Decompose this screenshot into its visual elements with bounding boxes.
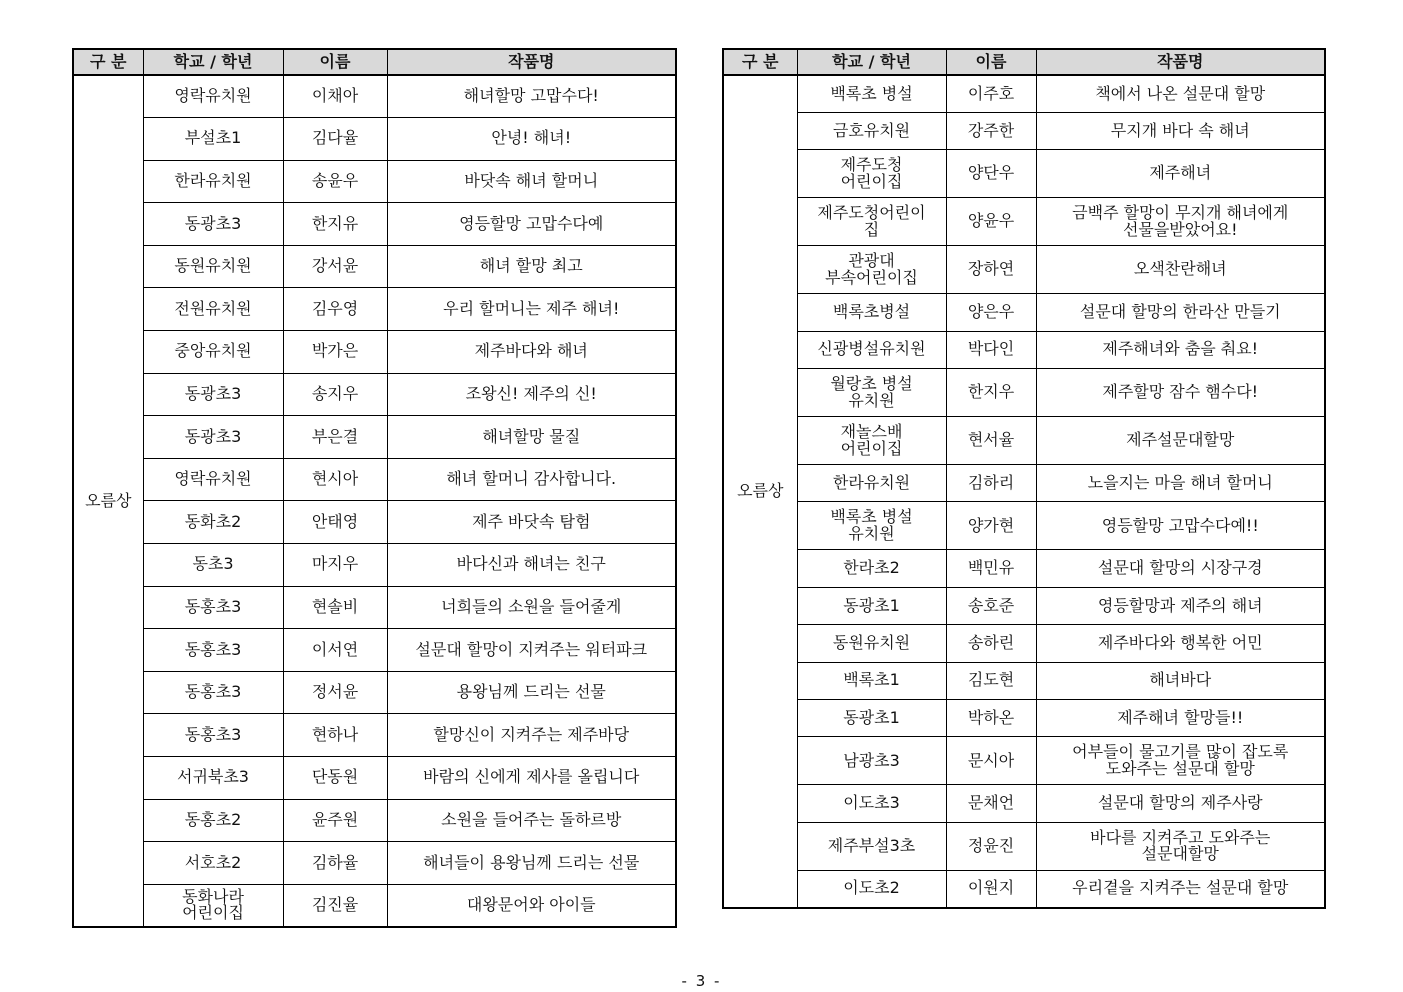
award-table-left <box>72 48 677 928</box>
title-cell: 해녀들이 용왕님께 드리는 선물 <box>387 842 676 885</box>
title-cell: 할망신이 지켜주는 제주바당 <box>387 714 676 757</box>
table-row <box>723 587 1325 624</box>
table-row <box>73 331 676 374</box>
school-cell: 동원유치원 <box>143 245 283 288</box>
school-cell: 동홍초3 <box>143 671 283 714</box>
name-cell: 양가현 <box>946 502 1036 550</box>
name-cell: 김하리 <box>946 465 1036 502</box>
school-cell: 서호초2 <box>143 842 283 885</box>
table-row <box>73 416 676 459</box>
school-cell: 동화초2 <box>143 501 283 544</box>
table-row <box>723 294 1325 331</box>
title-cell: 해녀바다 <box>1036 662 1325 699</box>
name-cell: 현하나 <box>283 714 387 757</box>
table-row <box>73 629 676 672</box>
name-cell: 문시아 <box>946 737 1036 785</box>
name-cell: 송하린 <box>946 625 1036 662</box>
title-cell: 해녀할망 물질 <box>387 416 676 459</box>
table-row <box>73 544 676 587</box>
name-cell: 양단우 <box>946 150 1036 198</box>
name-cell: 백민유 <box>946 550 1036 587</box>
name-cell: 단동원 <box>283 757 387 800</box>
table-row <box>723 369 1325 417</box>
name-cell: 양은우 <box>946 294 1036 331</box>
name-cell: 송윤우 <box>283 160 387 203</box>
table-row <box>723 822 1325 870</box>
title-cell: 영등할망 고맙수다예 <box>387 203 676 246</box>
school-cell: 서귀북초3 <box>143 757 283 800</box>
title-cell: 영등할망과 제주의 해녀 <box>1036 587 1325 624</box>
school-cell: 관광대 부속어린이집 <box>797 246 946 294</box>
school-cell: 재놀스배 어린이집 <box>797 417 946 465</box>
school-cell: 동홍초3 <box>143 586 283 629</box>
school-cell: 동광초3 <box>143 373 283 416</box>
table-row <box>723 150 1325 198</box>
title-cell: 무지개 바다 속 해녀 <box>1036 112 1325 149</box>
school-cell: 동광초3 <box>143 203 283 246</box>
title-cell: 너희들의 소원을 들어줄게 <box>387 586 676 629</box>
school-cell: 제주도청어린이 집 <box>797 198 946 246</box>
name-cell: 양윤우 <box>946 198 1036 246</box>
table-row <box>73 458 676 501</box>
school-cell: 한라유치원 <box>143 160 283 203</box>
table-row <box>73 501 676 544</box>
table-row <box>723 502 1325 550</box>
name-cell: 김다율 <box>283 118 387 161</box>
name-cell: 한지유 <box>283 203 387 246</box>
name-cell: 이원지 <box>946 870 1036 907</box>
school-cell: 동홍초2 <box>143 799 283 842</box>
school-cell: 동광초1 <box>797 587 946 624</box>
title-cell: 제주바다와 행복한 어민 <box>1036 625 1325 662</box>
title-cell: 용왕님께 드리는 선물 <box>387 671 676 714</box>
category-cell: 오름상 <box>723 75 797 908</box>
name-cell: 안태영 <box>283 501 387 544</box>
category-cell: 오름상 <box>73 75 143 927</box>
title-cell: 우리 할머니는 제주 해녀! <box>387 288 676 331</box>
title-cell: 바다신과 해녀는 친구 <box>387 544 676 587</box>
table-row <box>723 75 1325 112</box>
title-cell: 제주 바닷속 탐험 <box>387 501 676 544</box>
school-cell: 이도초2 <box>797 870 946 907</box>
name-cell: 박하온 <box>946 700 1036 737</box>
school-cell: 이도초3 <box>797 785 946 822</box>
school-cell: 동원유치원 <box>797 625 946 662</box>
title-cell: 설문대 할망이 지켜주는 워터파크 <box>387 629 676 672</box>
name-cell: 송호준 <box>946 587 1036 624</box>
name-cell: 현시아 <box>283 458 387 501</box>
title-cell: 우리곁을 지켜주는 설문대 할망 <box>1036 870 1325 907</box>
title-cell: 제주해녀 <box>1036 150 1325 198</box>
table-body <box>723 75 1325 908</box>
school-cell: 영락유치원 <box>143 75 283 118</box>
name-cell: 현솔비 <box>283 586 387 629</box>
table-row <box>73 714 676 757</box>
school-cell: 백록초병설 <box>797 294 946 331</box>
header-title: 작품명 <box>387 49 676 75</box>
table-row <box>723 465 1325 502</box>
table-row <box>73 373 676 416</box>
title-cell: 노을지는 마을 해녀 할머니 <box>1036 465 1325 502</box>
school-cell: 백록초1 <box>797 662 946 699</box>
title-cell: 바닷속 해녀 할머니 <box>387 160 676 203</box>
table-row <box>73 586 676 629</box>
header-name: 이름 <box>946 49 1036 75</box>
name-cell: 박다인 <box>946 331 1036 368</box>
name-cell: 이주호 <box>946 75 1036 112</box>
table-row <box>723 625 1325 662</box>
table-row <box>723 550 1325 587</box>
name-cell: 송지우 <box>283 373 387 416</box>
name-cell: 강주한 <box>946 112 1036 149</box>
title-cell: 제주해녀 할망들!! <box>1036 700 1325 737</box>
table-row <box>73 160 676 203</box>
title-cell: 금백주 할망이 무지개 해녀에게 선물을받았어요! <box>1036 198 1325 246</box>
title-cell: 제주설문대할망 <box>1036 417 1325 465</box>
table-header-row <box>723 49 1325 75</box>
title-cell: 해녀할망 고맙수다! <box>387 75 676 118</box>
table-body <box>73 75 676 927</box>
table-row <box>73 203 676 246</box>
table-row <box>723 662 1325 699</box>
table-row <box>73 671 676 714</box>
title-cell: 조왕신! 제주의 신! <box>387 373 676 416</box>
title-cell: 바다를 지켜주고 도와주는 설문대할망 <box>1036 822 1325 870</box>
school-cell: 동홍초3 <box>143 629 283 672</box>
school-cell: 전원유치원 <box>143 288 283 331</box>
header-category: 구 분 <box>723 49 797 75</box>
title-cell: 설문대 할망의 제주사랑 <box>1036 785 1325 822</box>
name-cell: 김하율 <box>283 842 387 885</box>
school-cell: 부설초1 <box>143 118 283 161</box>
name-cell: 김도현 <box>946 662 1036 699</box>
name-cell: 문채언 <box>946 785 1036 822</box>
header-category: 구 분 <box>73 49 143 75</box>
name-cell: 장하연 <box>946 246 1036 294</box>
school-cell: 제주도청 어린이집 <box>797 150 946 198</box>
table-row <box>73 799 676 842</box>
table-row <box>73 75 676 118</box>
school-cell: 동화나라 어린이집 <box>143 884 283 927</box>
name-cell: 김진율 <box>283 884 387 927</box>
table-row <box>723 331 1325 368</box>
school-cell: 동광초1 <box>797 700 946 737</box>
title-cell: 제주해녀와 춤을 춰요! <box>1036 331 1325 368</box>
title-cell: 안녕! 해녀! <box>387 118 676 161</box>
header-school: 학교 / 학년 <box>143 49 283 75</box>
table-row <box>73 118 676 161</box>
name-cell: 마지우 <box>283 544 387 587</box>
title-cell: 제주할망 잠수 햄수다! <box>1036 369 1325 417</box>
name-cell: 박가은 <box>283 331 387 374</box>
name-cell: 이서연 <box>283 629 387 672</box>
header-school: 학교 / 학년 <box>797 49 946 75</box>
name-cell: 부은결 <box>283 416 387 459</box>
table-row <box>723 737 1325 785</box>
award-table-right <box>722 48 1326 909</box>
title-cell: 설문대 할망의 시장구경 <box>1036 550 1325 587</box>
title-cell: 제주바다와 해녀 <box>387 331 676 374</box>
name-cell: 김우영 <box>283 288 387 331</box>
table-row <box>73 288 676 331</box>
page-number: - 3 - <box>681 972 722 990</box>
school-cell: 백록초 병설 <box>797 75 946 112</box>
title-cell: 영등할망 고맙수다예!! <box>1036 502 1325 550</box>
school-cell: 신광병설유치원 <box>797 331 946 368</box>
table-row <box>723 198 1325 246</box>
table-row <box>73 842 676 885</box>
school-cell: 남광초3 <box>797 737 946 785</box>
title-cell: 바람의 신에게 제사를 올립니다 <box>387 757 676 800</box>
school-cell: 백록초 병설 유치원 <box>797 502 946 550</box>
table-row <box>73 757 676 800</box>
school-cell: 한라유치원 <box>797 465 946 502</box>
name-cell: 이채아 <box>283 75 387 118</box>
table-row <box>73 884 676 927</box>
table-row <box>723 700 1325 737</box>
school-cell: 동초3 <box>143 544 283 587</box>
school-cell: 동광초3 <box>143 416 283 459</box>
title-cell: 오색찬란해녀 <box>1036 246 1325 294</box>
school-cell: 한라초2 <box>797 550 946 587</box>
table-header-row <box>73 49 676 75</box>
table-row <box>723 246 1325 294</box>
table-row <box>723 870 1325 907</box>
name-cell: 현서율 <box>946 417 1036 465</box>
header-name: 이름 <box>283 49 387 75</box>
school-cell: 월랑초 병설 유치원 <box>797 369 946 417</box>
title-cell: 소원을 들어주는 돌하르방 <box>387 799 676 842</box>
school-cell: 금호유치원 <box>797 112 946 149</box>
name-cell: 정윤진 <box>946 822 1036 870</box>
name-cell: 한지우 <box>946 369 1036 417</box>
name-cell: 정서윤 <box>283 671 387 714</box>
table-row <box>723 785 1325 822</box>
title-cell: 설문대 할망의 한라산 만들기 <box>1036 294 1325 331</box>
title-cell: 책에서 나온 설문대 할망 <box>1036 75 1325 112</box>
title-cell: 어부들이 물고기를 많이 잡도록 도와주는 설문대 할망 <box>1036 737 1325 785</box>
school-cell: 영락유치원 <box>143 458 283 501</box>
table-row <box>73 245 676 288</box>
header-title: 작품명 <box>1036 49 1325 75</box>
table-row <box>723 417 1325 465</box>
title-cell: 해녀 할머니 감사합니다. <box>387 458 676 501</box>
title-cell: 대왕문어와 아이들 <box>387 884 676 927</box>
school-cell: 동홍초3 <box>143 714 283 757</box>
school-cell: 중앙유치원 <box>143 331 283 374</box>
title-cell: 해녀 할망 최고 <box>387 245 676 288</box>
name-cell: 강서윤 <box>283 245 387 288</box>
name-cell: 윤주원 <box>283 799 387 842</box>
table-row <box>723 112 1325 149</box>
school-cell: 제주부설3초 <box>797 822 946 870</box>
